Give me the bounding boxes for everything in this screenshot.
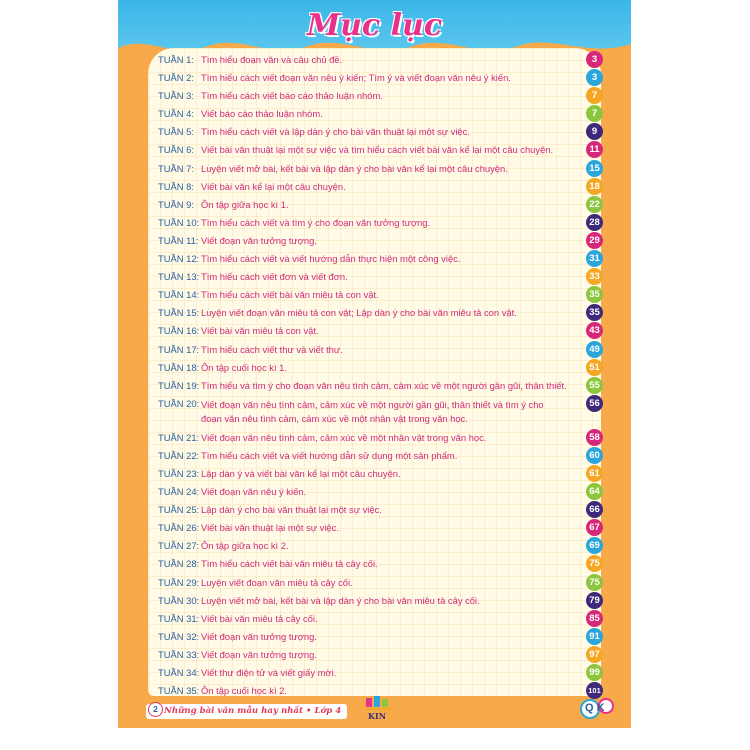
toc-title: Tìm hiểu cách viết đoạn văn nêu ý kiến; Tìm ý và viết đoạn văn nêu ý kiến.: [201, 72, 511, 84]
toc-week: TUẦN 25:: [158, 504, 200, 516]
toc-title: Viết đoạn văn tưởng tượng.: [201, 234, 317, 246]
toc-title: Tìm hiểu cách viết và viết hướng dẫn thực hiện một công việc.: [201, 253, 461, 265]
toc-week: TUẦN 28:: [158, 558, 200, 570]
toc-row: [158, 286, 603, 304]
toc-week: TUẦN 3:: [158, 90, 194, 102]
toc-row: [158, 555, 603, 573]
toc-row: [158, 87, 603, 105]
toc-title: Viết đoạn văn tưởng tượng.: [201, 630, 317, 642]
book-page: [118, 0, 631, 728]
toc-row: [158, 501, 603, 519]
toc-row: [158, 341, 603, 359]
toc-week: TUẦN 12:: [158, 253, 200, 265]
toc-row: [158, 646, 603, 664]
toc-title: Viết thư điện tử và viết giấy mời.: [201, 667, 337, 678]
toc-week: TUẦN 4:: [158, 108, 194, 120]
toc-row: [158, 232, 603, 250]
toc-row: [158, 483, 603, 501]
toc-page-badge: 22: [586, 196, 603, 213]
toc-page-badge: 35: [586, 286, 603, 303]
toc-page-badge: 28: [586, 214, 603, 231]
toc-week: TUẦN 22:: [158, 449, 200, 461]
toc-page-badge: 75: [586, 574, 603, 591]
toc-row: [158, 51, 603, 69]
toc-page-badge: 7: [586, 105, 603, 122]
toc-title: Viết báo cáo thảo luận nhóm.: [201, 108, 323, 120]
toc-row: [158, 178, 603, 196]
toc-title: Viết đoạn văn nêu tình cảm, cảm xúc về một người gần gũi, thân thiết và tìm ý cho đoạn văn nêu tình cảm, cảm xúc về một nhân vật trong văn học.: [201, 398, 544, 424]
toc-page-badge: 64: [586, 483, 603, 500]
toc-title: Viết bài văn thuật lại một sự việc và tìm hiểu cách viết bài văn kể lại một câu chuyện.: [201, 144, 554, 156]
toc-week: TUẦN 31:: [158, 612, 200, 624]
toc-row: [158, 664, 603, 682]
toc-page-badge: 3: [586, 51, 603, 68]
toc-page-badge: 79: [586, 592, 603, 609]
toc-page-badge: 29: [586, 232, 603, 249]
toc-page-badge: 9: [586, 123, 603, 140]
brand-logo: [578, 694, 618, 722]
toc-week: TUẦN 7:: [158, 162, 194, 174]
toc-title: Viết bài văn thuật lại một sự việc.: [201, 522, 339, 534]
toc-week: TUẦN 9:: [158, 198, 194, 210]
toc-week: TUẦN 16:: [158, 325, 200, 337]
toc-week: TUẦN 19:: [158, 379, 200, 391]
toc-week: TUẦN 2:: [158, 72, 194, 84]
table-of-contents: [158, 51, 603, 700]
toc-page-badge: 15: [586, 160, 603, 177]
toc-page-badge: 91: [586, 628, 603, 645]
toc-page-badge: 11: [586, 141, 603, 158]
toc-week: TUẦN 26:: [158, 522, 200, 534]
toc-week: TUẦN 23:: [158, 467, 200, 479]
toc-page-badge: 31: [586, 250, 603, 267]
toc-page-badge: 75: [586, 555, 603, 572]
toc-week: TUẦN 30:: [158, 594, 200, 606]
toc-title: Ôn tập giữa học kì 2.: [201, 540, 289, 552]
toc-week: TUẦN 11:: [158, 234, 199, 246]
toc-page-badge: 66: [586, 501, 603, 518]
toc-row: [158, 537, 603, 555]
toc-page-badge: 49: [586, 341, 603, 358]
toc-row: [158, 574, 603, 592]
toc-row: [158, 610, 603, 628]
toc-title: Tìm hiểu cách viết và lập dàn ý cho bài văn thuật lại một sự việc.: [201, 126, 470, 138]
toc-page-badge: 43: [586, 322, 603, 339]
toc-row: [158, 359, 603, 377]
toc-week: TUẦN 13:: [158, 271, 200, 283]
toc-title: Tìm hiểu cách viết và tìm ý cho đoạn văn tưởng tượng.: [201, 216, 431, 228]
toc-week: TUẦN 24:: [158, 486, 200, 498]
toc-week: TUẦN 29:: [158, 576, 200, 588]
toc-title: Luyện viết đoạn văn miêu tả cây cối.: [201, 576, 353, 588]
toc-page-badge: 51: [586, 359, 603, 376]
toc-page-badge: 61: [586, 465, 603, 482]
toc-page-badge: 56: [586, 395, 603, 412]
toc-week: TUẦN 1:: [158, 54, 194, 65]
toc-week: TUẦN 34:: [158, 667, 200, 678]
toc-page-badge: 58: [586, 429, 603, 446]
toc-row: [158, 447, 603, 465]
toc-page-badge: 99: [586, 664, 603, 681]
toc-week: TUẦN 6:: [158, 144, 194, 156]
toc-title: Tìm hiểu cách viết thư và viết thư.: [201, 343, 343, 355]
toc-row: [158, 429, 603, 447]
toc-row: [158, 628, 603, 646]
toc-title: Viết bài văn miêu tả con vật.: [201, 325, 319, 337]
toc-row: [158, 105, 603, 123]
toc-row: [158, 465, 603, 483]
toc-week: TUẦN 33:: [158, 648, 200, 660]
toc-title: Tìm hiểu cách viết bài văn miêu tả con vật.: [201, 289, 379, 301]
toc-week: TUẦN 8:: [158, 180, 194, 192]
toc-row: [158, 322, 603, 340]
toc-title: Viết bài văn kể lại một câu chuyện.: [201, 180, 346, 192]
toc-week: TUẦN 27:: [158, 540, 200, 552]
publisher-logo: [363, 696, 393, 722]
toc-page-badge: 55: [586, 377, 603, 394]
toc-title: Luyện viết đoạn văn miêu tả con vật; Lập dàn ý cho bài văn miêu tả con vật.: [201, 307, 517, 319]
toc-title: Viết bài văn miêu tả cây cối.: [201, 612, 318, 624]
page-title: Mục lục: [306, 8, 443, 43]
toc-page-badge: 60: [586, 447, 603, 464]
toc-page-badge: 97: [586, 646, 603, 663]
toc-title: Tìm hiểu và tìm ý cho đoạn văn nêu tình cảm, cảm xúc về một người gần gũi, thân thiết.: [201, 379, 567, 391]
toc-page-badge: 35: [586, 304, 603, 321]
toc-row: [158, 214, 603, 232]
toc-week: TUẦN 32:: [158, 630, 200, 642]
toc-row: [158, 268, 603, 286]
toc-row: [158, 141, 603, 159]
toc-week: TUẦN 15:: [158, 307, 200, 319]
toc-page-badge: 101: [586, 682, 603, 699]
toc-page-badge: 7: [586, 87, 603, 104]
toc-title: Tìm hiểu cách viết đơn và viết đơn.: [201, 271, 348, 283]
book-label: Những bài văn mẫu hay nhất • Lớp 4: [146, 704, 347, 719]
toc-title: Viết đoạn văn tưởng tượng.: [201, 648, 317, 660]
toc-week: TUẦN 18:: [158, 361, 200, 373]
toc-title: Ôn tập giữa học kì 1.: [201, 198, 289, 210]
toc-title: Viết đoạn văn nêu ý kiến.: [201, 486, 307, 498]
toc-title: Tìm hiểu đoạn văn và câu chủ đề.: [201, 54, 343, 65]
toc-title: Viết đoạn văn nêu tình cảm, cảm xúc về một nhân vật trong văn học.: [201, 431, 487, 443]
brand-logo-text: Q K: [585, 702, 605, 714]
toc-title: Ôn tập cuối học kì 2.: [201, 685, 287, 697]
toc-week: TUẦN 20:: [158, 397, 200, 409]
toc-row: [158, 123, 603, 141]
toc-row: [158, 160, 603, 178]
toc-row: [158, 519, 603, 537]
toc-page-badge: 85: [586, 610, 603, 627]
toc-title: Luyện viết mở bài, kết bài và lập dàn ý cho bài văn kể lại một câu chuyện.: [201, 162, 508, 174]
toc-week: TUẦN 17:: [158, 343, 200, 355]
toc-title: Tìm hiểu cách viết báo cáo thảo luận nhóm.: [201, 90, 383, 102]
toc-title: Ôn tập cuối học kì 1.: [201, 361, 287, 373]
toc-row: [158, 196, 603, 214]
toc-title: Tìm hiểu cách viết và viết hướng dẫn sử dụng một sản phẩm.: [201, 449, 458, 461]
toc-row: [158, 250, 603, 268]
page-number: 2: [148, 702, 163, 717]
toc-row: [158, 304, 603, 322]
toc-row: [158, 377, 603, 395]
toc-week: TUẦN 35:: [158, 685, 200, 697]
toc-title: Luyện viết mở bài, kết bài và lập dàn ý cho bài văn miêu tả cây cối.: [201, 594, 480, 606]
toc-page-badge: 18: [586, 178, 603, 195]
toc-title: Tìm hiểu cách viết bài văn miêu tả cây cối.: [201, 558, 378, 570]
toc-week: TUẦN 10:: [158, 216, 200, 228]
toc-page-badge: 69: [586, 537, 603, 554]
toc-week: TUẦN 21:: [158, 431, 200, 443]
toc-title: Lập dàn ý cho bài văn thuật lại một sự việc.: [201, 504, 382, 516]
toc-row: [158, 69, 603, 87]
toc-title: Lập dàn ý và viết bài văn kể lại một câu chuyện.: [201, 467, 401, 479]
toc-page-badge: 3: [586, 69, 603, 86]
toc-row: [158, 395, 603, 429]
publisher-logo-text: KIN: [368, 711, 387, 721]
toc-row: [158, 592, 603, 610]
toc-week: TUẦN 5:: [158, 126, 194, 138]
toc-week: TUẦN 14:: [158, 289, 200, 301]
toc-page-badge: 67: [586, 519, 603, 536]
toc-page-badge: 33: [586, 268, 603, 285]
